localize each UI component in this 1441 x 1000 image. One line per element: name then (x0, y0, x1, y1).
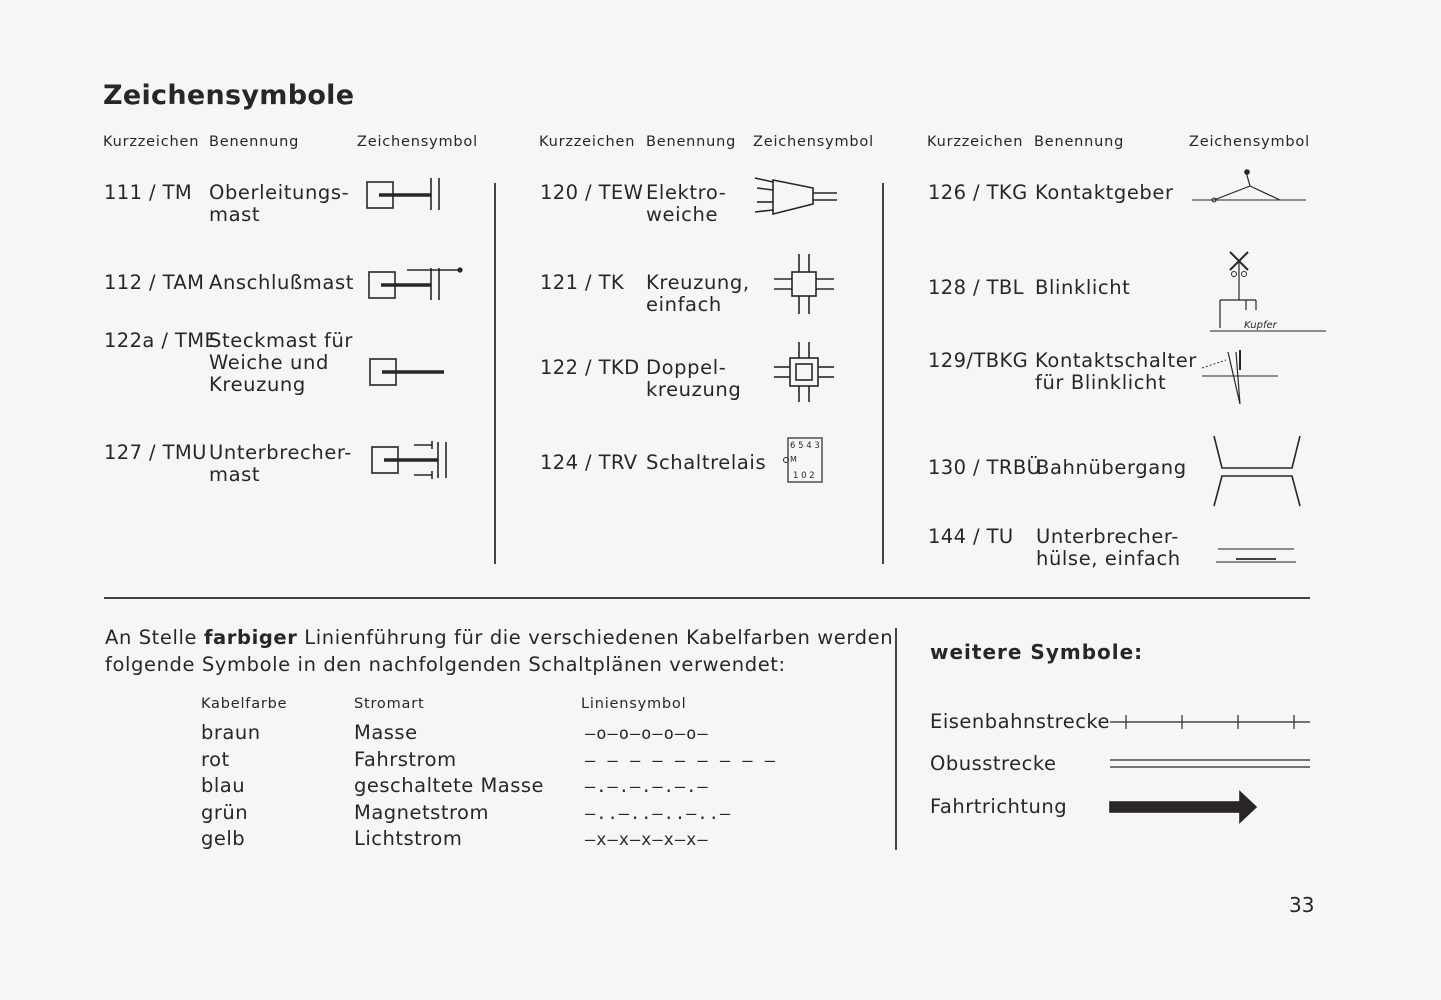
further-symbol-label: Eisenbahnstrecke (930, 710, 1111, 733)
page-number: 33 (1289, 893, 1315, 917)
symbol-name: Anschlußmast (209, 271, 354, 294)
cable-current: Magnetstrom (354, 800, 489, 824)
cable-color: gelb (201, 827, 246, 850)
symbol-code: 130 / TRBÜ (928, 456, 1042, 479)
symbol-code: 122 / TKD (540, 356, 640, 379)
further-symbol-label: Fahrtrichtung (930, 795, 1068, 818)
cable-current: Fahrstrom (354, 747, 457, 771)
contact-sender-icon (1192, 168, 1308, 204)
symbol-code: 128 / TBL (928, 276, 1024, 299)
cable-color: blau (201, 774, 246, 797)
line-symbol: –x–x–x–x–x– (585, 830, 709, 850)
header-name-col2: Benennung (646, 134, 737, 150)
cable-header-line: Liniensymbol (581, 696, 687, 712)
symbol-code: 111 / TM (104, 181, 193, 204)
symbol-name: Oberleitungs- mast (209, 181, 350, 226)
symbol-code: 127 / TMU (104, 441, 207, 464)
symbol-code: 144 / TU (928, 525, 1014, 548)
cable-header-color: Kabelfarbe (201, 696, 288, 712)
flashing-light-icon (1206, 248, 1328, 334)
crossing-simple-icon (772, 252, 836, 316)
symbol-name: Elektro- weiche (646, 181, 727, 226)
cable-color: grün (201, 800, 249, 824)
line-symbol: –.–.–.–.–.– (585, 777, 709, 797)
symbol-name: Unterbrecher- mast (209, 441, 352, 486)
interrupter-sleeve-icon (1214, 542, 1298, 568)
flashing-light-contact-switch-icon (1200, 346, 1280, 408)
interrupter-mast-icon (370, 440, 452, 482)
trolleybus-line-icon (1108, 756, 1312, 772)
svg-text:6 5 4 3: 6 5 4 3 (790, 441, 820, 451)
cable-header-current: Stromart (354, 696, 425, 712)
symbol-name: Schaltrelais (646, 451, 767, 474)
cable-line-symbol-list (585, 721, 776, 854)
cable-current-list (354, 720, 544, 853)
header-symbol-col3: Zeichensymbol (1189, 134, 1310, 150)
cable-color: rot (201, 747, 230, 771)
symbol-name: Blinklicht (1035, 276, 1131, 299)
svg-text:M: M (790, 455, 797, 464)
header-symbol-col2: Zeichensymbol (753, 134, 874, 150)
cable-color-intro: An Stelle farbiger Linienführung für die verschiedenen Kabelfarben werden folgende Symbole in den nachfolgenden Schaltplänen verwendet: (105, 626, 894, 676)
symbol-code: 120 / TEW (540, 181, 644, 204)
connection-mast-icon (367, 264, 467, 304)
svg-text:1 0 2: 1 0 2 (793, 471, 815, 481)
cable-current: geschaltete Masse (354, 774, 545, 797)
column-divider (494, 183, 496, 564)
cable-color-list (201, 720, 261, 853)
line-symbol: –..–..–..–..– (585, 803, 732, 824)
line-symbol: –o–o–o–o–o– (585, 724, 709, 744)
header-code-col2: Kurzzeichen (539, 134, 636, 150)
switching-relay-icon (780, 436, 826, 486)
plug-mast-icon (368, 355, 448, 391)
cable-current: Masse (354, 721, 418, 744)
column-divider (882, 183, 884, 564)
header-name-col3: Benennung (1034, 134, 1125, 150)
symbol-name: Kontaktschalter für Blinklicht (1035, 349, 1197, 394)
header-name-col1: Benennung (209, 134, 300, 150)
level-crossing-icon (1210, 434, 1304, 510)
page-title: Zeichensymbole (103, 80, 355, 111)
symbol-code: 122a / TME (104, 329, 218, 352)
symbol-name: Bahnübergang (1036, 456, 1187, 479)
header-code-col3: Kurzzeichen (927, 134, 1024, 150)
further-symbols-title: weitere Symbole: (930, 640, 1144, 664)
symbol-code: 121 / TK (540, 271, 625, 294)
symbol-code: 126 / TKG (928, 181, 1028, 204)
electric-switch-icon (755, 174, 839, 218)
line-symbol: – – – – – – – – – (585, 750, 776, 771)
overhead-line-mast-icon (365, 174, 445, 214)
header-symbol-col1: Zeichensymbol (357, 134, 478, 150)
svg-text:Kupfer: Kupfer (1244, 320, 1277, 331)
direction-arrow-icon (1108, 790, 1260, 824)
symbol-name: Kreuzung, einfach (646, 271, 750, 316)
symbol-code: 112 / TAM (104, 271, 205, 294)
symbol-name: Kontaktgeber (1035, 181, 1174, 204)
railway-line-icon (1108, 710, 1312, 734)
symbol-name: Steckmast für Weiche und Kreuzung (209, 329, 354, 396)
symbol-name: Unterbrecher- hülse, einfach (1036, 525, 1181, 570)
double-crossing-icon (772, 340, 836, 404)
section-divider (104, 597, 1310, 599)
cable-color: braun (201, 721, 261, 744)
further-symbol-label: Obusstrecke (930, 752, 1057, 775)
cable-current: Lichtstrom (354, 827, 463, 850)
symbol-name: Doppel- kreuzung (646, 356, 742, 401)
symbol-code: 124 / TRV (540, 451, 638, 474)
symbol-code: 129/TBKG (928, 349, 1029, 372)
column-divider (895, 628, 897, 850)
header-code-col1: Kurzzeichen (103, 134, 200, 150)
